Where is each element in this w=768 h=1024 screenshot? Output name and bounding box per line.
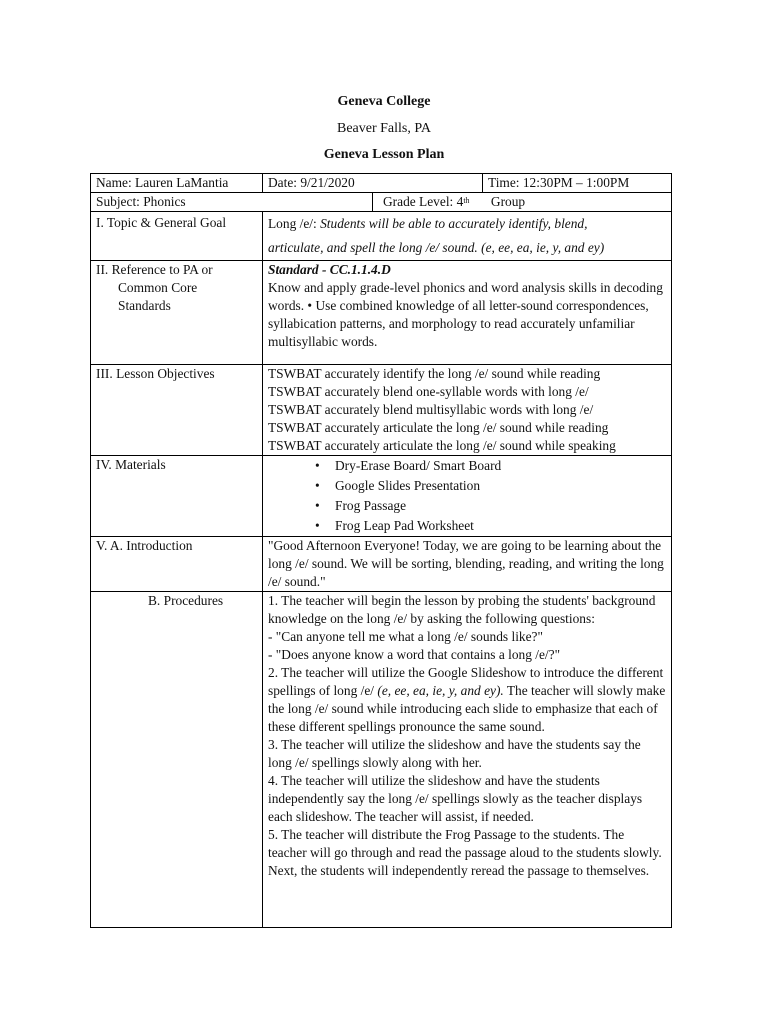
standard-code: Standard - CC.1.1.4.D	[268, 262, 391, 277]
objectives-content	[263, 365, 672, 456]
objectives-label: III. Lesson Objectives	[91, 365, 263, 456]
topic-goal-line1: Students will be able to accurately identify, blend,	[320, 216, 588, 231]
reference-row	[91, 261, 672, 365]
procedures-row	[91, 592, 672, 928]
objective-item: TSWBAT accurately blend multisyllabic words with long /e/	[268, 402, 594, 417]
procedure-step-2-spellings: (e, ee, ea, ie, y, and ey).	[377, 683, 504, 698]
topic-label	[91, 212, 263, 261]
reference-content	[263, 261, 672, 365]
procedure-step-2-text-a: 2. The teacher will utilize the Google Slideshow to introduce the different spellings of long /e/	[268, 665, 664, 698]
procedure-step-5: 5. The teacher will distribute the Frog Passage to the students. The teacher will go through and read the passage aloud to the students slowly. Next, the students will independently reread the passage to themselves.	[268, 827, 662, 878]
topic-content	[263, 212, 672, 261]
material-item: • Frog Passage	[335, 496, 666, 516]
materials-label: IV. Materials	[91, 456, 263, 537]
objective-item: TSWBAT accurately blend one-syllable words with long /e/	[268, 384, 589, 399]
material-item: • Google Slides Presentation	[335, 476, 666, 496]
introduction-label: V. A. Introduction	[91, 537, 263, 592]
introduction-content: "Good Afternoon Everyone! Today, we are going to be learning about the long /e/ sound. We will be sorting, blending, reading, and writing the long /e/ sound."	[263, 537, 672, 592]
college-location: Beaver Falls, PA	[337, 121, 431, 136]
material-item: • Frog Leap Pad Worksheet	[335, 516, 666, 536]
procedure-step-2-text-b: The teacher will slowly make the long /e/ sound while introducing each slide to emphasize that each of these different spellings pronounce the same sound.	[268, 683, 666, 734]
introduction-row	[91, 537, 672, 592]
college-name: Geneva College	[337, 94, 431, 109]
info-row-1	[91, 174, 672, 193]
reference-label-line1: II. Reference to PA or	[96, 262, 213, 277]
date-cell: Date: 9/21/2020	[263, 174, 483, 193]
topic-prefix: Long /e/:	[268, 216, 321, 231]
procedures-content	[263, 592, 672, 928]
topic-row	[91, 212, 672, 261]
subject-cell: Subject: Phonics	[91, 193, 373, 212]
procedures-label	[91, 592, 263, 928]
objective-item: TSWBAT accurately articulate the long /e/ sound while reading	[268, 420, 609, 435]
procedure-question-1: - "Can anyone tell me what a long /e/ sounds like?"	[268, 629, 543, 644]
grade-level-text: Grade Level: 4	[383, 194, 464, 209]
info-row-2	[91, 193, 672, 212]
materials-row	[91, 456, 672, 537]
grade-group-text: Group	[490, 194, 526, 209]
grade-level-suffix: th	[463, 196, 470, 205]
reference-label-line3: Standards	[118, 298, 171, 313]
procedure-step-4: 4. The teacher will utilize the slideshow and have the students independently say the long /e/ spellings slowly as the teacher displays each slideshow. The teacher will assist, if needed.	[268, 773, 643, 824]
reference-label	[91, 261, 263, 365]
materials-list	[268, 456, 666, 536]
lesson-plan-table	[90, 173, 672, 928]
procedure-step-3: 3. The teacher will utilize the slideshow and have the students say the long /e/ spellings slowly along with her.	[268, 737, 641, 770]
lesson-plan-title: Geneva Lesson Plan	[323, 147, 445, 162]
name-cell: Name: Lauren LaMantia	[91, 174, 263, 193]
procedure-step-2	[268, 664, 666, 736]
standard-text: Know and apply grade-level phonics and word analysis skills in decoding words. • Use combined knowledge of all letter-sound correspondences, syllabication patterns, and morphology to read accurately unfamiliar multisyllabic words.	[268, 280, 663, 349]
time-cell: Time: 12:30PM – 1:00PM	[483, 174, 672, 193]
objectives-row	[91, 365, 672, 456]
materials-content	[263, 456, 672, 537]
procedures-label-text: B. Procedures	[148, 593, 224, 608]
objective-item: TSWBAT accurately identify the long /e/ sound while reading	[268, 366, 601, 381]
grade-cell	[373, 193, 672, 212]
reference-label-line2: Common Core	[118, 280, 198, 295]
topic-label-text: I. Topic & General Goal	[96, 215, 227, 230]
procedure-question-2: - "Does anyone know a word that contains a long /e/?"	[268, 647, 561, 662]
procedure-step-1: 1. The teacher will begin the lesson by probing the students' background knowledge on the long /e/ by asking the following questions:	[268, 593, 656, 626]
objective-item: TSWBAT accurately articulate the long /e/ sound while speaking	[268, 438, 616, 453]
topic-goal-line2: articulate, and spell the long /e/ sound. (e, ee, ea, ie, y, and ey)	[268, 240, 605, 255]
material-item: • Dry-Erase Board/ Smart Board	[335, 456, 666, 476]
